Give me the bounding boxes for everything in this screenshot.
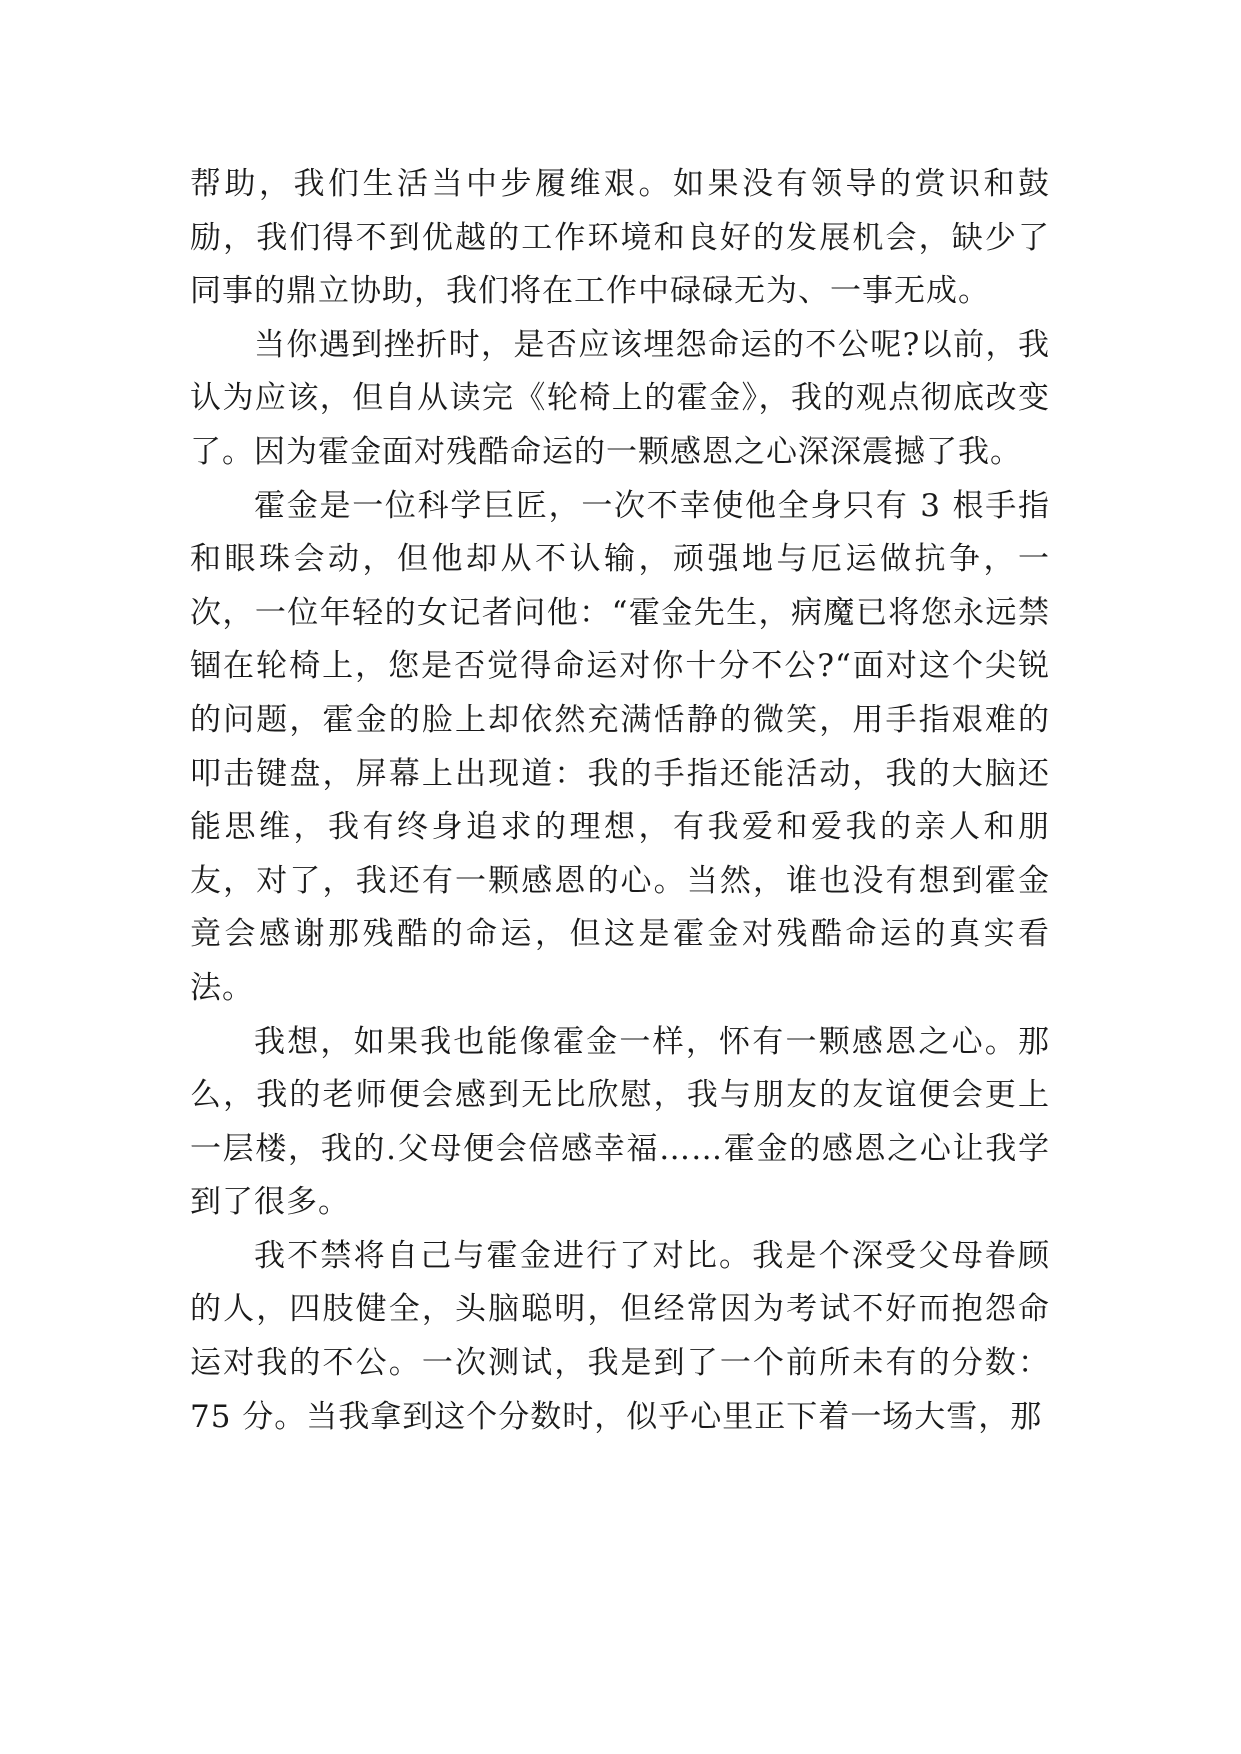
paragraph-3: 霍金是一位科学巨匠，一次不幸使他全身只有 3 根手指和眼珠会动，但他却从不认输，顽强地与厄运做抗争，一次，一位年轻的女记者问他：“霍金先生，病魔已将您永远禁锢在轮椅上，您是否觉得命运对你十分不公?“面对这个尖锐的问题，霍金的脸上却依然充满恬静的微笑，用手指艰难的叩击键盘，屏幕上出现道：我的手指还能活动，我的大脑还能思维，我有终身追求的理想，有我爱和爱我的亲人和朋友，对了，我还有一颗感恩的心。当然，谁也没有想到霍金竟会感谢那残酷的命运，但这是霍金对残酷命运的真实看法。 [190,487,1050,1006]
document-body [190,158,1050,1444]
paragraph-4: 我想，如果我也能像霍金一样，怀有一颗感恩之心。那么，我的老师便会感到无比欣慰，我与朋友的友谊便会更上一层楼，我的.父母便会倍感幸福……霍金的感恩之心让我学到了很多。 [190,1023,1050,1221]
paragraph-1: 帮助，我们生活当中步履维艰。如果没有领导的赏识和鼓励，我们得不到优越的工作环境和良好的发展机会，缺少了同事的鼎立协助，我们将在工作中碌碌无为、一事无成。 [190,166,1050,310]
paragraph-5: 我不禁将自己与霍金进行了对比。我是个深受父母眷顾的人，四肢健全，头脑聪明，但经常因为考试不好而抱怨命运对我的不公。一次测试，我是到了一个前所未有的分数：75 分。当我拿到这个分数时，似乎心里正下着一场大雪，那 [190,1237,1050,1435]
paragraph-2: 当你遇到挫折时，是否应该埋怨命运的不公呢?以前，我认为应该，但自从读完《轮椅上的霍金》，我的观点彻底改变了。因为霍金面对残酷命运的一颗感恩之心深深震撼了我。 [190,326,1050,470]
